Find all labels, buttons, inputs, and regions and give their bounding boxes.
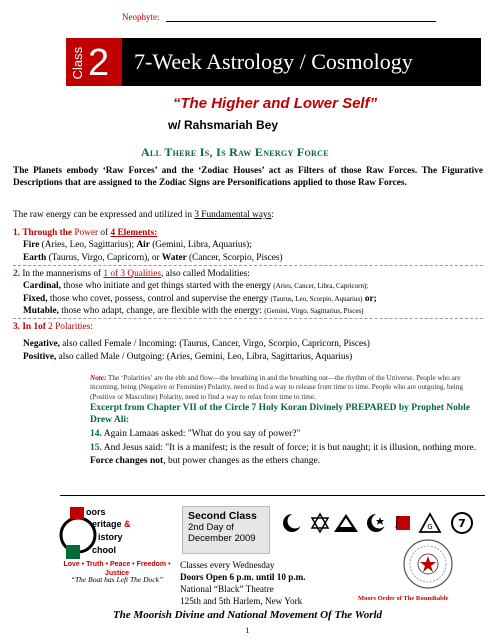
page-number: 1 — [245, 626, 250, 635]
verse-14-text: Again Lamaas asked: "What do you say of power?" — [101, 429, 301, 439]
subtitle: “The Higher and Lower Self” — [172, 95, 378, 112]
negative-label: Negative, — [23, 339, 60, 350]
class-banner — [66, 38, 481, 86]
note-label: Note: — [90, 374, 107, 382]
section-heading: All There Is, Is Raw Energy Force — [141, 145, 329, 159]
fixed-text: those who covet, possess, control and supervise the energy — [47, 293, 271, 304]
water-signs: (Cancer, Scorpio, Pisces) — [186, 252, 283, 263]
mutable-label: Mutable, — [23, 305, 59, 316]
divider — [13, 318, 483, 319]
class-date-title: Second Class — [188, 510, 257, 522]
class-number: 2 — [88, 42, 110, 84]
roundtable-seal-icon — [402, 538, 454, 590]
section3-tail: 2 Polarities: — [45, 322, 93, 332]
fixed-or: or; — [362, 293, 377, 304]
neophyte-field — [122, 12, 442, 23]
logo-boat-caption: “The Boat has Left The Dock” — [70, 575, 164, 584]
pyramid-icon — [334, 514, 358, 532]
fire-signs: (Aries, Leo, Sagittarius); — [39, 240, 137, 251]
earth-label: Earth — [23, 252, 47, 263]
schedule-line3: National “Black” Theatre — [180, 583, 274, 594]
fire-label: Fire — [23, 240, 40, 251]
logo-eritage: eritage — [92, 519, 122, 529]
excerpt-heading: Excerpt from Chapter VII of the Circle 7 Holy Koran Divinely PREPARED by Prophet Noble Drew Ali: — [90, 403, 470, 425]
fixed-signs: (Taurus, Leo, Scorpio, Aquarius) — [270, 294, 363, 303]
qualities-section — [13, 268, 488, 317]
mutable-signs: (Gemini, Virgo, Sagittarius, Pisces) — [264, 306, 364, 315]
power-word: Power — [74, 228, 99, 238]
logo-istory: istory — [98, 532, 123, 542]
logo-oors: oors — [86, 507, 106, 517]
verse-15-text: And Jesus said: "It is a manifest; is the result of force; it is but naught; it is illusion, nothing more. — [101, 443, 476, 454]
cardinal-signs: (Aries, Cancer, Libra, Capricorn); — [273, 282, 369, 291]
neophyte-label: Neophyte: — [122, 12, 160, 22]
negative-text: also called Female / Incoming: (Taurus, Cancer, Virgo, Scorpio, Capricorn, Pisces) — [59, 339, 370, 350]
raw-energy-end: : — [271, 210, 274, 220]
air-label: Air — [136, 240, 150, 251]
verse-number: 15. — [90, 443, 102, 454]
earth-signs: (Taurus, Virgo, Capricorn), or — [46, 252, 162, 263]
neophyte-underline — [166, 21, 436, 22]
class-schedule — [180, 560, 380, 608]
svg-text:G: G — [427, 523, 433, 531]
verse-15-end: , but power changes as the ethers change. — [163, 455, 321, 466]
note-paragraph — [90, 374, 480, 402]
qualities-label: 1 of 3 Qualities — [103, 269, 161, 279]
footer-divider — [60, 495, 485, 496]
class-date-line2: December 2009 — [188, 533, 256, 545]
class-number-box — [66, 38, 122, 86]
raw-energy-text: The raw energy can be expressed and utilized in — [13, 210, 195, 220]
elements-label: 4 Elements: — [110, 228, 158, 238]
verse-number: 14. — [90, 429, 102, 439]
one-of: 1of — [33, 322, 46, 332]
section-number: 1. — [13, 228, 20, 238]
author-line: w/ Rahsmariah Bey — [168, 118, 279, 132]
course-title: 7-Week Astrology / Cosmology — [134, 49, 413, 74]
air-signs: (Gemini, Libra, Aquarius); — [149, 240, 252, 251]
fixed-label: Fixed, — [23, 293, 48, 304]
religious-symbols-row — [280, 510, 480, 536]
note-text: The ‘Polarities’ are the ebb and flow—the breathing in and the breathing out—the rhythm of the Universe. People who are incoming, being (Negative or Feminine) Polarity, need to find a way to release from time to time. People who are outgoing, being (Positive or Masculine) Polarity, need to find a way to relax from time to time. — [90, 374, 463, 401]
elements-section — [13, 227, 488, 264]
of-word: of — [98, 228, 111, 238]
crescent-icon — [283, 514, 303, 533]
cardinal-text: those who initiate and get things started with the energy — [60, 281, 274, 292]
fundamental-ways-link: 3 Fundamental ways — [194, 210, 272, 220]
schedule-line4: 125th and 5th Harlem, New York — [180, 595, 303, 606]
class-date-line1: 2nd Day of — [188, 522, 234, 534]
polarities-section — [13, 321, 488, 363]
svg-text:7: 7 — [458, 517, 466, 530]
verse-15-bold: Force changes not — [90, 455, 164, 466]
positive-text: also called Male / Outgoing: (Aries, Gemini, Leo, Libra, Sagittarius, Aquarius) — [56, 351, 353, 362]
intro-paragraph: The Planets embody ‘Raw Forces’ and the ‘Zodiac Houses’ act as Filters of those Raw Forces. The Figurative Descriptions that are assigned to the Zodiac Signs are Personifications applied to those Raw Forces. — [13, 166, 483, 189]
section2-lead: In the mannerisms of — [22, 269, 104, 279]
verses — [90, 428, 485, 467]
fez-icon — [396, 516, 410, 530]
schedule-line2: Doors Open 6 p.m. until 10 p.m. — [180, 571, 306, 582]
circle-seven-icon — [452, 513, 472, 533]
schedule-line1: Classes every Wednesday — [180, 560, 275, 570]
section1-lead: Through the — [22, 228, 75, 238]
logo-amp: & — [124, 519, 131, 529]
water-label: Water — [161, 252, 187, 263]
positive-label: Positive, — [23, 351, 57, 362]
divider — [13, 265, 483, 266]
mhhs-logo — [58, 505, 176, 587]
class-word: Class — [70, 46, 86, 80]
section-number: 2. — [13, 269, 20, 279]
section2-tail: , also called Modalities: — [160, 269, 250, 279]
raw-energy-line — [13, 210, 483, 222]
section3-lead: In — [22, 322, 34, 332]
square-compass-icon — [420, 514, 440, 532]
mutable-text: those who adapt, change, are flexible with the energy: — [58, 305, 265, 316]
footer-title: The Moorish Divine and National Movement Of The World — [112, 609, 383, 621]
logo-chool: chool — [92, 545, 116, 555]
section-number: 3. — [13, 322, 20, 332]
star-of-david-icon — [312, 514, 328, 532]
class-date-box — [182, 506, 270, 554]
crescent-star-icon — [367, 514, 387, 533]
logo-motto: Love • Truth • Peace • Freedom • Justice — [63, 561, 171, 577]
moors-order-caption: Moors Order of The Roundtable — [358, 595, 449, 602]
cardinal-label: Cardinal, — [23, 281, 61, 292]
